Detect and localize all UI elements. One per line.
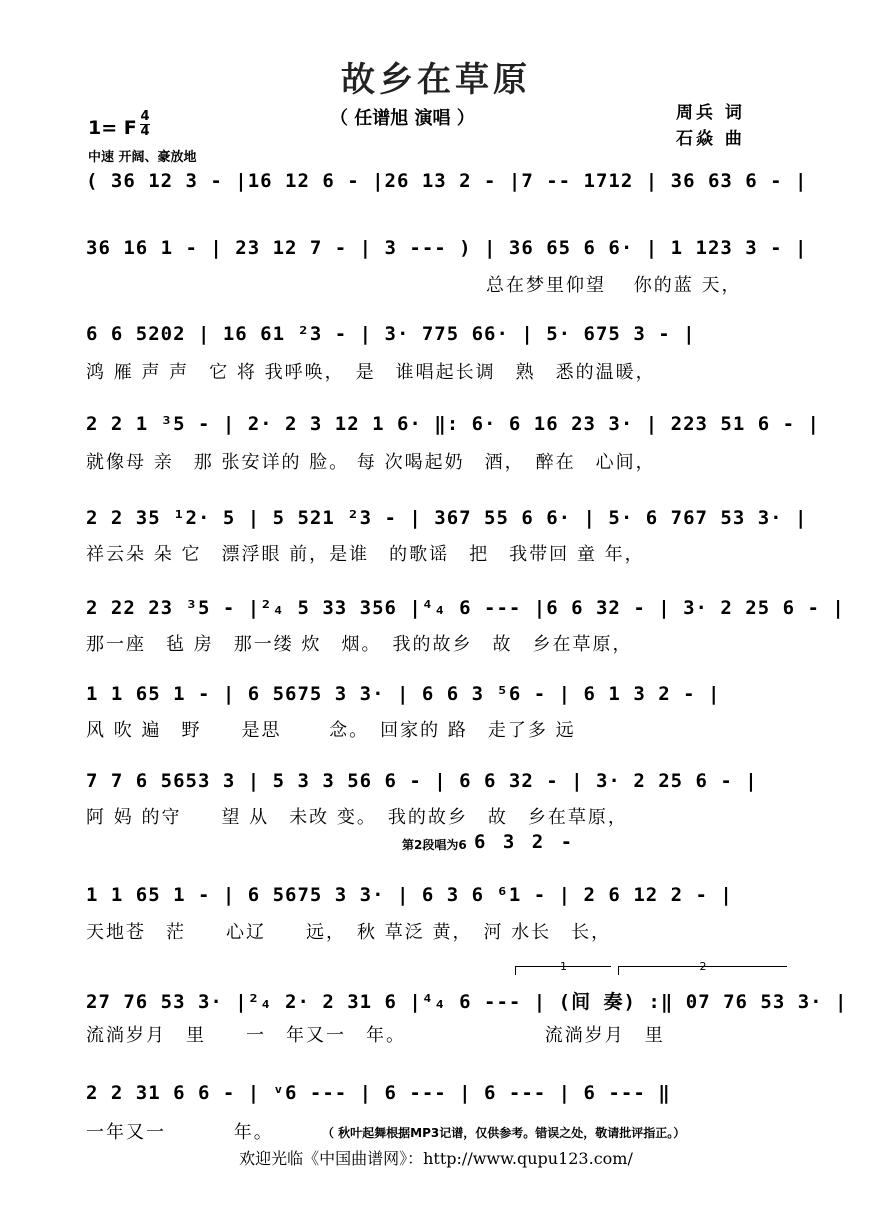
lyric-line-7: 风 吹 遍 野 是思 念。 回家的 路 走了多 远 (86, 720, 576, 741)
verse2-note-notation: 6 3 2 - (474, 831, 576, 853)
notation-line-5: 2 2 35 ¹2· 5 | 5 521 ²3 - | 367 55 6 6· | 5· 6 767 53 3· | (86, 507, 808, 529)
time-signature (139, 110, 151, 139)
site-welcome-link[interactable]: 欢迎光临《中国曲谱网》：http://www.qupu123.com/ (239, 1149, 633, 1168)
notation-line-8: 7 7 6 5653 3 | 5 3 3 56 6 - | 6 6 32 - | 3· 2 25 6 - | (86, 770, 758, 792)
tempo-marking: 中速 开阔、豪放地 (88, 150, 197, 165)
notation-line-1: ( 36 12 3 - |16 12 6 - |26 13 2 - |7 -- 1712 | 36 63 6 - | (86, 170, 808, 192)
lyric-line-9: 天地苍 茫 心辽 远， 秋 草泛 黄， 河 水长 长， (86, 922, 612, 943)
notation-line-11: 2 2 31 6 6 - | ᵛ6 --- | 6 --- | 6 --- | 6 --- ‖ (86, 1082, 671, 1104)
volta-1-number: 1 (560, 960, 567, 973)
lyric-line-11: 一年又一 年。 (86, 1122, 274, 1143)
singer-credit: （ 任谱旭 演唱 ） (330, 108, 475, 129)
lyric-line-8: 阿 妈 的守 望 从 未改 变。 我的故乡 故 乡在草原， (86, 807, 628, 828)
lyric-line-5: 祥云朵 朵 它 漂浮眼 前，是谁 的歌谣 把 我带回 童 年， (86, 544, 645, 565)
volta-2-number: 2 (699, 960, 707, 973)
lyric-line-2: 总在梦里仰望 你的蓝 天， (486, 275, 742, 296)
notation-line-6: 2 22 23 ³5 - |²₄ 5 33 356 |⁴₄ 6 --- |6 6 32 - | 3· 2 25 6 - | (86, 597, 845, 619)
lyricist-credit: 周兵 词 (676, 103, 745, 123)
time-sig-bottom: 4 (140, 124, 150, 139)
time-sig-top: 4 (140, 109, 150, 124)
notation-line-2: 36 16 1 - | 23 12 7 - | 3 --- ) | 36 65 6 6· | 1 123 3 - | (86, 237, 808, 259)
lyric-line-3: 鸿 雁 声 声 它 将 我呼唤， 是 谁唱起长调 熟 悉的温暖， (86, 362, 656, 383)
notation-line-4: 2 2 1 ³5 - | 2· 2 3 12 1 6· ‖: 6· 6 16 23 3· | 223 51 6 - | (86, 413, 820, 435)
lyric-line-10: 流淌岁月 里 一 年又一 年。 流淌岁月 里 (86, 1025, 665, 1046)
composer-credit: 石焱 曲 (676, 129, 745, 149)
volta-bracket-2 (618, 960, 787, 975)
verse2-note-label: 第2段唱为6 (402, 838, 467, 852)
notation-line-10: 27 76 53 3· |²₄ 2· 2 31 6 |⁴₄ 6 --- | (间 奏) :‖ 07 76 53 3· | (86, 991, 848, 1013)
notation-line-9: 1 1 65 1 - | 6 5675 3 3· | 6 3 6 ⁶1 - | 2 6 12 2 - | (86, 884, 733, 906)
lyric-line-6: 那一座 毡 房 那一缕 炊 烟。 我的故乡 故 乡在草原， (86, 634, 633, 655)
notation-line-7: 1 1 65 1 - | 6 5675 3 3· | 6 6 3 ⁵6 - | 6 1 3 2 - | (86, 683, 721, 705)
notation-line-3: 6 6 5202 | 16 61 ²3 - | 3· 775 66· | 5· 675 3 - | (86, 323, 696, 345)
lyric-line-4: 就像母 亲 那 张安详的 脸。 每 次喝起奶 酒， 醉在 心间， (86, 452, 656, 473)
key-signature: 1= F (88, 117, 137, 139)
transcription-disclaimer: （ 秋叶起舞根据MP3记谱，仅供参考。错误之处，敬请批评指正。） (322, 1126, 686, 1140)
volta-bracket-1 (515, 960, 611, 975)
song-title: 故乡在草原 (341, 60, 531, 100)
